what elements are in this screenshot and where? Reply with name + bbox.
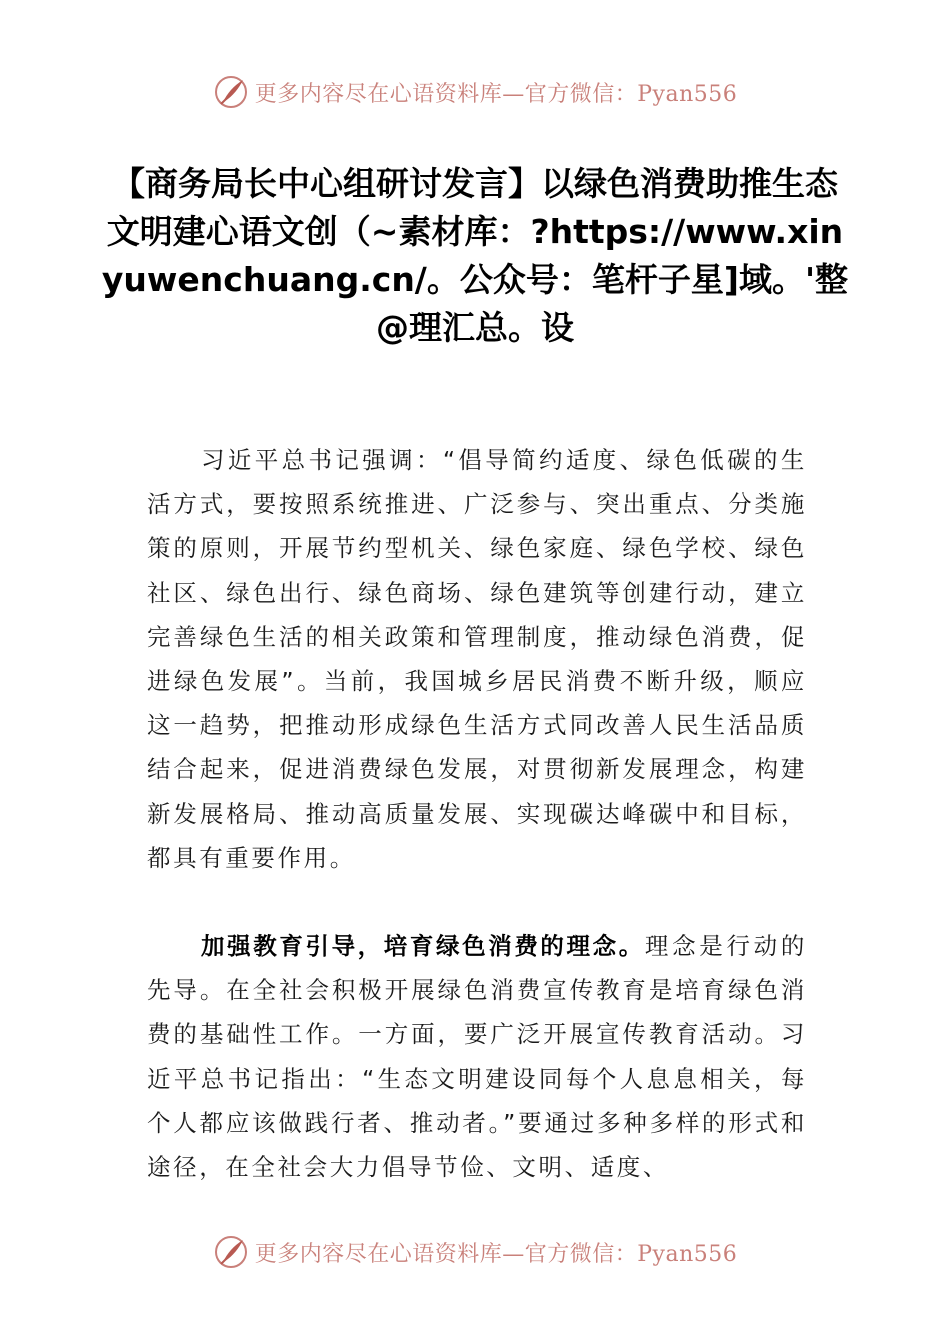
feather-pen-icon	[213, 1234, 249, 1270]
page-title: 【商务局长中心组研讨发言】以绿色消费助推生态文明建心语文创（~素材库：?https://www.xinyuwenchuang.cn/。公众号：笔杆子星]域。'整@理汇总。设	[101, 164, 849, 347]
body-paragraph-2	[147, 924, 807, 1189]
header-watermark	[0, 67, 950, 117]
paragraph-lead-heading: 加强教育引导，培育绿色消费的理念。	[201, 932, 645, 960]
paragraph-text: 理念是行动的先导。在全社会积极开展绿色消费宣传教育是培育绿色消费的基础性工作。一方面，要广泛开展宣传教育活动。习近平总书记指出：“生态文明建设同每个人息息相关，每个人都应该做践行者、推动者。”要通过多种多样的形式和途径，在全社会大力倡导节俭、文明、适度、	[147, 932, 807, 1182]
watermark-text: 更多内容尽在心语资料库—官方微信：Pyan556	[254, 81, 738, 107]
footer-watermark	[0, 1227, 950, 1277]
feather-pen-icon	[213, 74, 249, 110]
watermark-text: 更多内容尽在心语资料库—官方微信：Pyan556	[254, 1241, 738, 1267]
body-paragraph-1	[147, 438, 807, 880]
paragraph-text: 习近平总书记强调：“倡导简约适度、绿色低碳的生活方式，要按照系统推进、广泛参与、突出重点、分类施策的原则，开展节约型机关、绿色家庭、绿色学校、绿色社区、绿色出行、绿色商场、绿色建筑等创建行动，建立完善绿色生活的相关政策和管理制度，推动绿色消费，促进绿色发展”。当前，我国城乡居民消费不断升级，顺应这一趋势，把推动形成绿色生活方式同改善人民生活品质结合起来，促进消费绿色发展，对贯彻新发展理念，构建新发展格局、推动高质量发展、实现碳达峰碳中和目标，都具有重要作用。	[147, 446, 807, 872]
